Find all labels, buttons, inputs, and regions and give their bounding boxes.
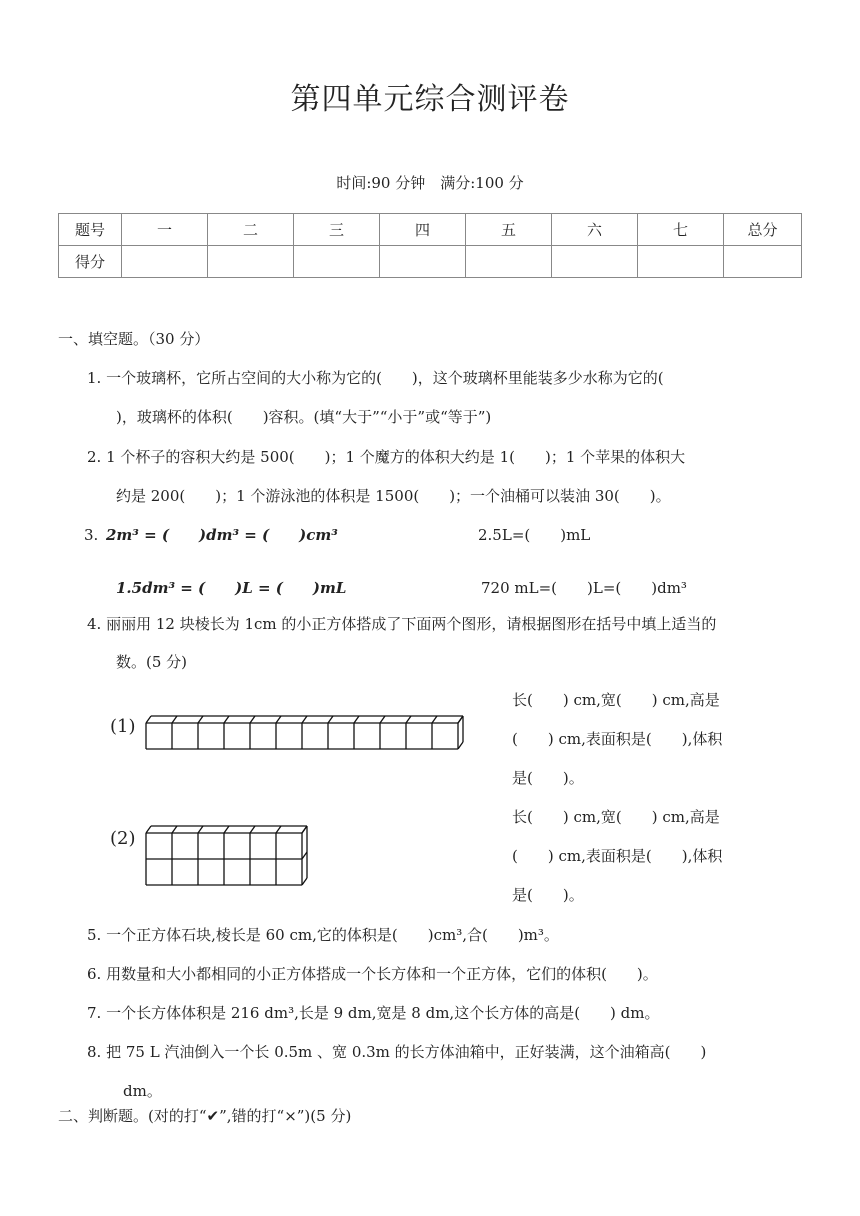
fig2-text-line1: 长( ) cm,宽( ) cm,高是 xyxy=(512,808,720,826)
q6: 6. 用数量和大小都相同的小正方体搭成一个长方体和一个正方体，它们的体积( )。 xyxy=(87,965,658,983)
score-table xyxy=(58,213,802,278)
score-col-total: 总分 xyxy=(724,214,802,246)
fig1-cube-row xyxy=(140,712,470,756)
score-col-4: 四 xyxy=(380,214,466,246)
q4-line2: 数。(5 分) xyxy=(116,653,188,671)
fig2-cube-block xyxy=(140,822,320,890)
score-col-5: 五 xyxy=(466,214,552,246)
fig1-text-line1: 长( ) cm,宽( ) cm,高是 xyxy=(512,691,720,709)
q8-line2: dm。 xyxy=(123,1082,162,1100)
q3-a-right: 2.5L=( )mL xyxy=(478,526,591,544)
fig1-text-line2: ( ) cm,表面积是( ),体积 xyxy=(512,730,723,748)
score-cell[interactable] xyxy=(466,246,552,278)
q2-line1: 2. 1 个杯子的容积大约是 500( )；1 个魔方的体积大约是 1( )；1 个苹果的体积大 xyxy=(87,448,686,466)
q3-a-left: 2m³ = ( )dm³ = ( )cm³ xyxy=(106,526,338,544)
score-cell[interactable] xyxy=(380,246,466,278)
score-col-1: 一 xyxy=(122,214,208,246)
score-col-3: 三 xyxy=(294,214,380,246)
score-table-header-row xyxy=(59,214,802,246)
score-table-row-label: 得分 xyxy=(59,246,122,278)
q7: 7. 一个长方体体积是 216 dm³,长是 9 dm,宽是 8 dm,这个长方体的高是( ) dm。 xyxy=(87,1004,660,1022)
q1-line2: )，玻璃杯的体积( )容积。(填“大于”“小于”或“等于”) xyxy=(116,408,492,426)
fig1-text-line3: 是( )。 xyxy=(512,769,584,787)
score-col-6: 六 xyxy=(552,214,638,246)
q2-line2: 约是 200( )；1 个游泳池的体积是 1500( )；一个油桶可以装油 30( )。 xyxy=(116,487,671,505)
section1-heading: 一、填空题。（30 分） xyxy=(58,330,210,348)
score-cell[interactable] xyxy=(122,246,208,278)
fig1-label: (1) xyxy=(110,716,136,737)
score-cell[interactable] xyxy=(294,246,380,278)
score-table-header-label: 题号 xyxy=(59,214,122,246)
score-cell[interactable] xyxy=(552,246,638,278)
section2-heading: 二、判断题。(对的打“✔”,错的打“×”)(5 分) xyxy=(58,1107,352,1125)
fig2-text-line3: 是( )。 xyxy=(512,886,584,904)
q3-b-right: 720 mL=( )L=( )dm³ xyxy=(481,579,687,597)
score-cell[interactable] xyxy=(724,246,802,278)
q3-number: 3. xyxy=(84,526,99,544)
q8-line1: 8. 把 75 L 汽油倒入一个长 0.5m 、宽 0.3m 的长方体油箱中，正好装满，这个油箱高( ) xyxy=(87,1043,707,1061)
exam-meta: 时间:90 分钟 满分:100 分 xyxy=(336,174,524,192)
score-table-score-row xyxy=(59,246,802,278)
score-col-7: 七 xyxy=(638,214,724,246)
fig2-label: (2) xyxy=(110,828,136,849)
score-col-2: 二 xyxy=(208,214,294,246)
score-cell[interactable] xyxy=(638,246,724,278)
q1-line1: 1. 一个玻璃杯，它所占空间的大小称为它的( )，这个玻璃杯里能装多少水称为它的( xyxy=(87,369,664,387)
score-cell[interactable] xyxy=(208,246,294,278)
fig2-text-line2: ( ) cm,表面积是( ),体积 xyxy=(512,847,723,865)
page-title: 第四单元综合测评卷 xyxy=(290,82,570,117)
q4-line1: 4. 丽丽用 12 块棱长为 1cm 的小正方体搭成了下面两个图形，请根据图形在括号中填上适当的 xyxy=(87,615,717,633)
q5: 5. 一个正方体石块,棱长是 60 cm,它的体积是( )cm³,合( )m³。 xyxy=(87,926,559,944)
q3-b-left: 1.5dm³ = ( )L = ( )mL xyxy=(116,579,347,597)
